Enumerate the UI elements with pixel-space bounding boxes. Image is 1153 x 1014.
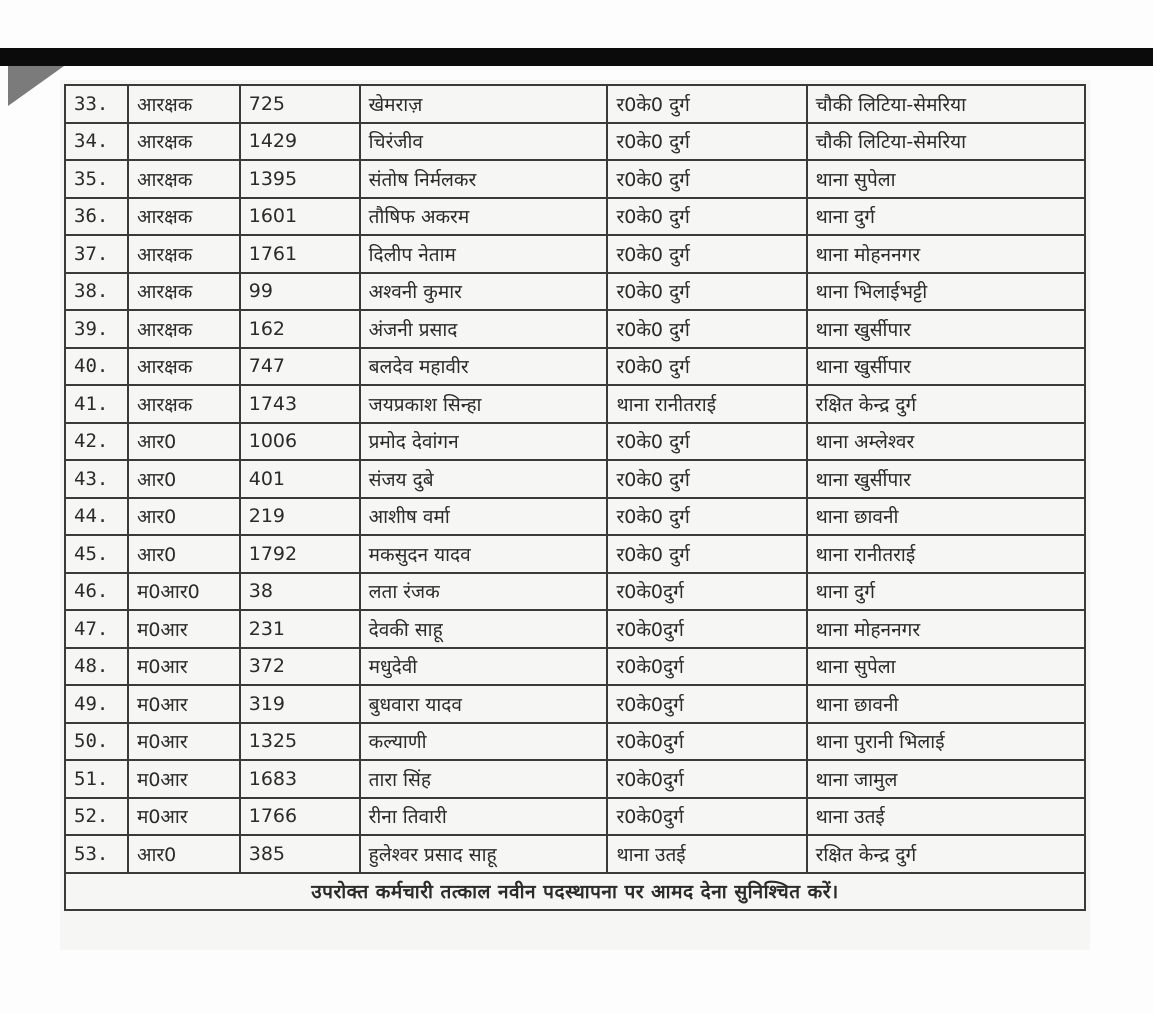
rank-cell: आरक्षक [128,198,240,236]
table-row [65,198,1085,236]
current-posting-cell: र0के0 दुर्ग [607,423,806,461]
new-posting-cell: थाना मोहननगर [807,610,1085,648]
employee-name-cell: बुधवारा यादव [360,685,608,723]
table-row [65,610,1085,648]
employee-name-cell: लता रंजक [360,573,608,611]
badge-number-cell: 1006 [240,423,360,461]
badge-number-cell: 99 [240,273,360,311]
serial-number-cell: 41. [65,385,128,423]
employee-name-cell: अंजनी प्रसाद [360,310,608,348]
new-posting-cell: थाना उतई [807,798,1085,836]
employee-name-cell: जयप्रकाश सिन्हा [360,385,608,423]
new-posting-cell: थाना जामुल [807,760,1085,798]
badge-number-cell: 1743 [240,385,360,423]
rank-cell: आरक्षक [128,385,240,423]
serial-number-cell: 49. [65,685,128,723]
table-row [65,798,1085,836]
serial-number-cell: 38. [65,273,128,311]
rank-cell: आरक्षक [128,160,240,198]
new-posting-cell: रक्षित केन्द्र दुर्ग [807,385,1085,423]
employee-name-cell: दिलीप नेताम [360,235,608,273]
rank-cell: आरक्षक [128,235,240,273]
rank-cell: म0आर [128,723,240,761]
current-posting-cell: र0के0 दुर्ग [607,198,806,236]
current-posting-cell: थाना उतई [607,835,806,873]
current-posting-cell: र0के0 दुर्ग [607,123,806,161]
serial-number-cell: 39. [65,310,128,348]
top-black-bar [0,48,1153,66]
new-posting-cell: थाना खुर्सीपार [807,348,1085,386]
table-footer-row [65,873,1085,911]
current-posting-cell: र0के0दुर्ग [607,798,806,836]
new-posting-cell: चौकी लिटिया-सेमरिया [807,123,1085,161]
rank-cell: आर0 [128,423,240,461]
current-posting-cell: र0के0 दुर्ग [607,535,806,573]
serial-number-cell: 50. [65,723,128,761]
new-posting-cell: थाना मोहननगर [807,235,1085,273]
new-posting-cell: थाना खुर्सीपार [807,310,1085,348]
serial-number-cell: 45. [65,535,128,573]
rank-cell: आरक्षक [128,123,240,161]
table-row [65,310,1085,348]
current-posting-cell: र0के0 दुर्ग [607,273,806,311]
new-posting-cell: थाना सुपेला [807,648,1085,686]
current-posting-cell: र0के0दुर्ग [607,685,806,723]
employee-name-cell: खेमराज़ [360,85,608,123]
current-posting-cell: र0के0 दुर्ग [607,85,806,123]
badge-number-cell: 162 [240,310,360,348]
serial-number-cell: 44. [65,498,128,536]
current-posting-cell: थाना रानीतराई [607,385,806,423]
employee-name-cell: रीना तिवारी [360,798,608,836]
rank-cell: आरक्षक [128,348,240,386]
badge-number-cell: 385 [240,835,360,873]
serial-number-cell: 48. [65,648,128,686]
new-posting-cell: थाना दुर्ग [807,198,1085,236]
new-posting-cell: चौकी लिटिया-सेमरिया [807,85,1085,123]
rank-cell: म0आर [128,760,240,798]
current-posting-cell: र0के0दुर्ग [607,610,806,648]
new-posting-cell: थाना सुपेला [807,160,1085,198]
table-row [65,160,1085,198]
employee-name-cell: तौषिफ अकरम [360,198,608,236]
table-row [65,123,1085,161]
new-posting-cell: थाना भिलाईभट्टी [807,273,1085,311]
new-posting-cell: थाना अम्लेश्वर [807,423,1085,461]
rank-cell: आरक्षक [128,310,240,348]
table-row [65,423,1085,461]
employee-name-cell: संजय दुबे [360,460,608,498]
current-posting-cell: र0के0 दुर्ग [607,310,806,348]
rank-cell: आरक्षक [128,85,240,123]
employee-name-cell: मधुदेवी [360,648,608,686]
table-row [65,835,1085,873]
table-row [65,85,1085,123]
new-posting-cell: थाना छावनी [807,498,1085,536]
badge-number-cell: 38 [240,573,360,611]
current-posting-cell: र0के0 दुर्ग [607,348,806,386]
new-posting-cell: थाना खुर्सीपार [807,460,1085,498]
employee-name-cell: तारा सिंह [360,760,608,798]
employee-name-cell: संतोष निर्मलकर [360,160,608,198]
badge-number-cell: 1601 [240,198,360,236]
current-posting-cell: र0के0 दुर्ग [607,235,806,273]
new-posting-cell: थाना दुर्ग [807,573,1085,611]
rank-cell: म0आर [128,685,240,723]
rank-cell: म0आर [128,610,240,648]
current-posting-cell: र0के0दुर्ग [607,760,806,798]
serial-number-cell: 34. [65,123,128,161]
current-posting-cell: र0के0 दुर्ग [607,160,806,198]
serial-number-cell: 51. [65,760,128,798]
table-row [65,760,1085,798]
table-row [65,460,1085,498]
current-posting-cell: र0के0दुर्ग [607,723,806,761]
employee-name-cell: प्रमोद देवांगन [360,423,608,461]
table-row [65,723,1085,761]
table-body [65,85,1085,873]
employee-name-cell: अश्वनी कुमार [360,273,608,311]
table-row [65,235,1085,273]
rank-cell: आर0 [128,535,240,573]
serial-number-cell: 43. [65,460,128,498]
employee-name-cell: मकसुदन यादव [360,535,608,573]
serial-number-cell: 36. [65,198,128,236]
table-row [65,498,1085,536]
page-corner-fold [8,66,64,106]
badge-number-cell: 372 [240,648,360,686]
badge-number-cell: 1683 [240,760,360,798]
serial-number-cell: 37. [65,235,128,273]
table-row [65,273,1085,311]
current-posting-cell: र0के0दुर्ग [607,648,806,686]
current-posting-cell: र0के0 दुर्ग [607,460,806,498]
serial-number-cell: 42. [65,423,128,461]
current-posting-cell: र0के0दुर्ग [607,573,806,611]
table-row [65,573,1085,611]
serial-number-cell: 52. [65,798,128,836]
rank-cell: आर0 [128,835,240,873]
rank-cell: आर0 [128,498,240,536]
badge-number-cell: 725 [240,85,360,123]
employee-name-cell: देवकी साहू [360,610,608,648]
table-row [65,385,1085,423]
table-row [65,648,1085,686]
serial-number-cell: 35. [65,160,128,198]
rank-cell: म0आर0 [128,573,240,611]
badge-number-cell: 1395 [240,160,360,198]
rank-cell: आर0 [128,460,240,498]
serial-number-cell: 47. [65,610,128,648]
badge-number-cell: 1792 [240,535,360,573]
new-posting-cell: थाना रानीतराई [807,535,1085,573]
current-posting-cell: र0के0 दुर्ग [607,498,806,536]
new-posting-cell: रक्षित केन्द्र दुर्ग [807,835,1085,873]
employee-name-cell: आशीष वर्मा [360,498,608,536]
employee-name-cell: हुलेश्वर प्रसाद साहू [360,835,608,873]
employee-name-cell: कल्याणी [360,723,608,761]
serial-number-cell: 53. [65,835,128,873]
badge-number-cell: 219 [240,498,360,536]
footer-note: उपरोक्त कर्मचारी तत्काल नवीन पदस्थापना पर आमद देना सुनिश्चित करें। [65,873,1085,911]
badge-number-cell: 1761 [240,235,360,273]
serial-number-cell: 46. [65,573,128,611]
serial-number-cell: 40. [65,348,128,386]
employee-name-cell: चिरंजीव [360,123,608,161]
badge-number-cell: 401 [240,460,360,498]
badge-number-cell: 1325 [240,723,360,761]
table-row [65,535,1085,573]
serial-number-cell: 33. [65,85,128,123]
new-posting-cell: थाना छावनी [807,685,1085,723]
table-row [65,685,1085,723]
badge-number-cell: 1429 [240,123,360,161]
new-posting-cell: थाना पुरानी भिलाई [807,723,1085,761]
badge-number-cell: 231 [240,610,360,648]
rank-cell: म0आर [128,798,240,836]
table-row [65,348,1085,386]
badge-number-cell: 319 [240,685,360,723]
rank-cell: म0आर [128,648,240,686]
badge-number-cell: 1766 [240,798,360,836]
badge-number-cell: 747 [240,348,360,386]
transfer-order-table [64,84,1086,911]
rank-cell: आरक्षक [128,273,240,311]
employee-name-cell: बलदेव महावीर [360,348,608,386]
